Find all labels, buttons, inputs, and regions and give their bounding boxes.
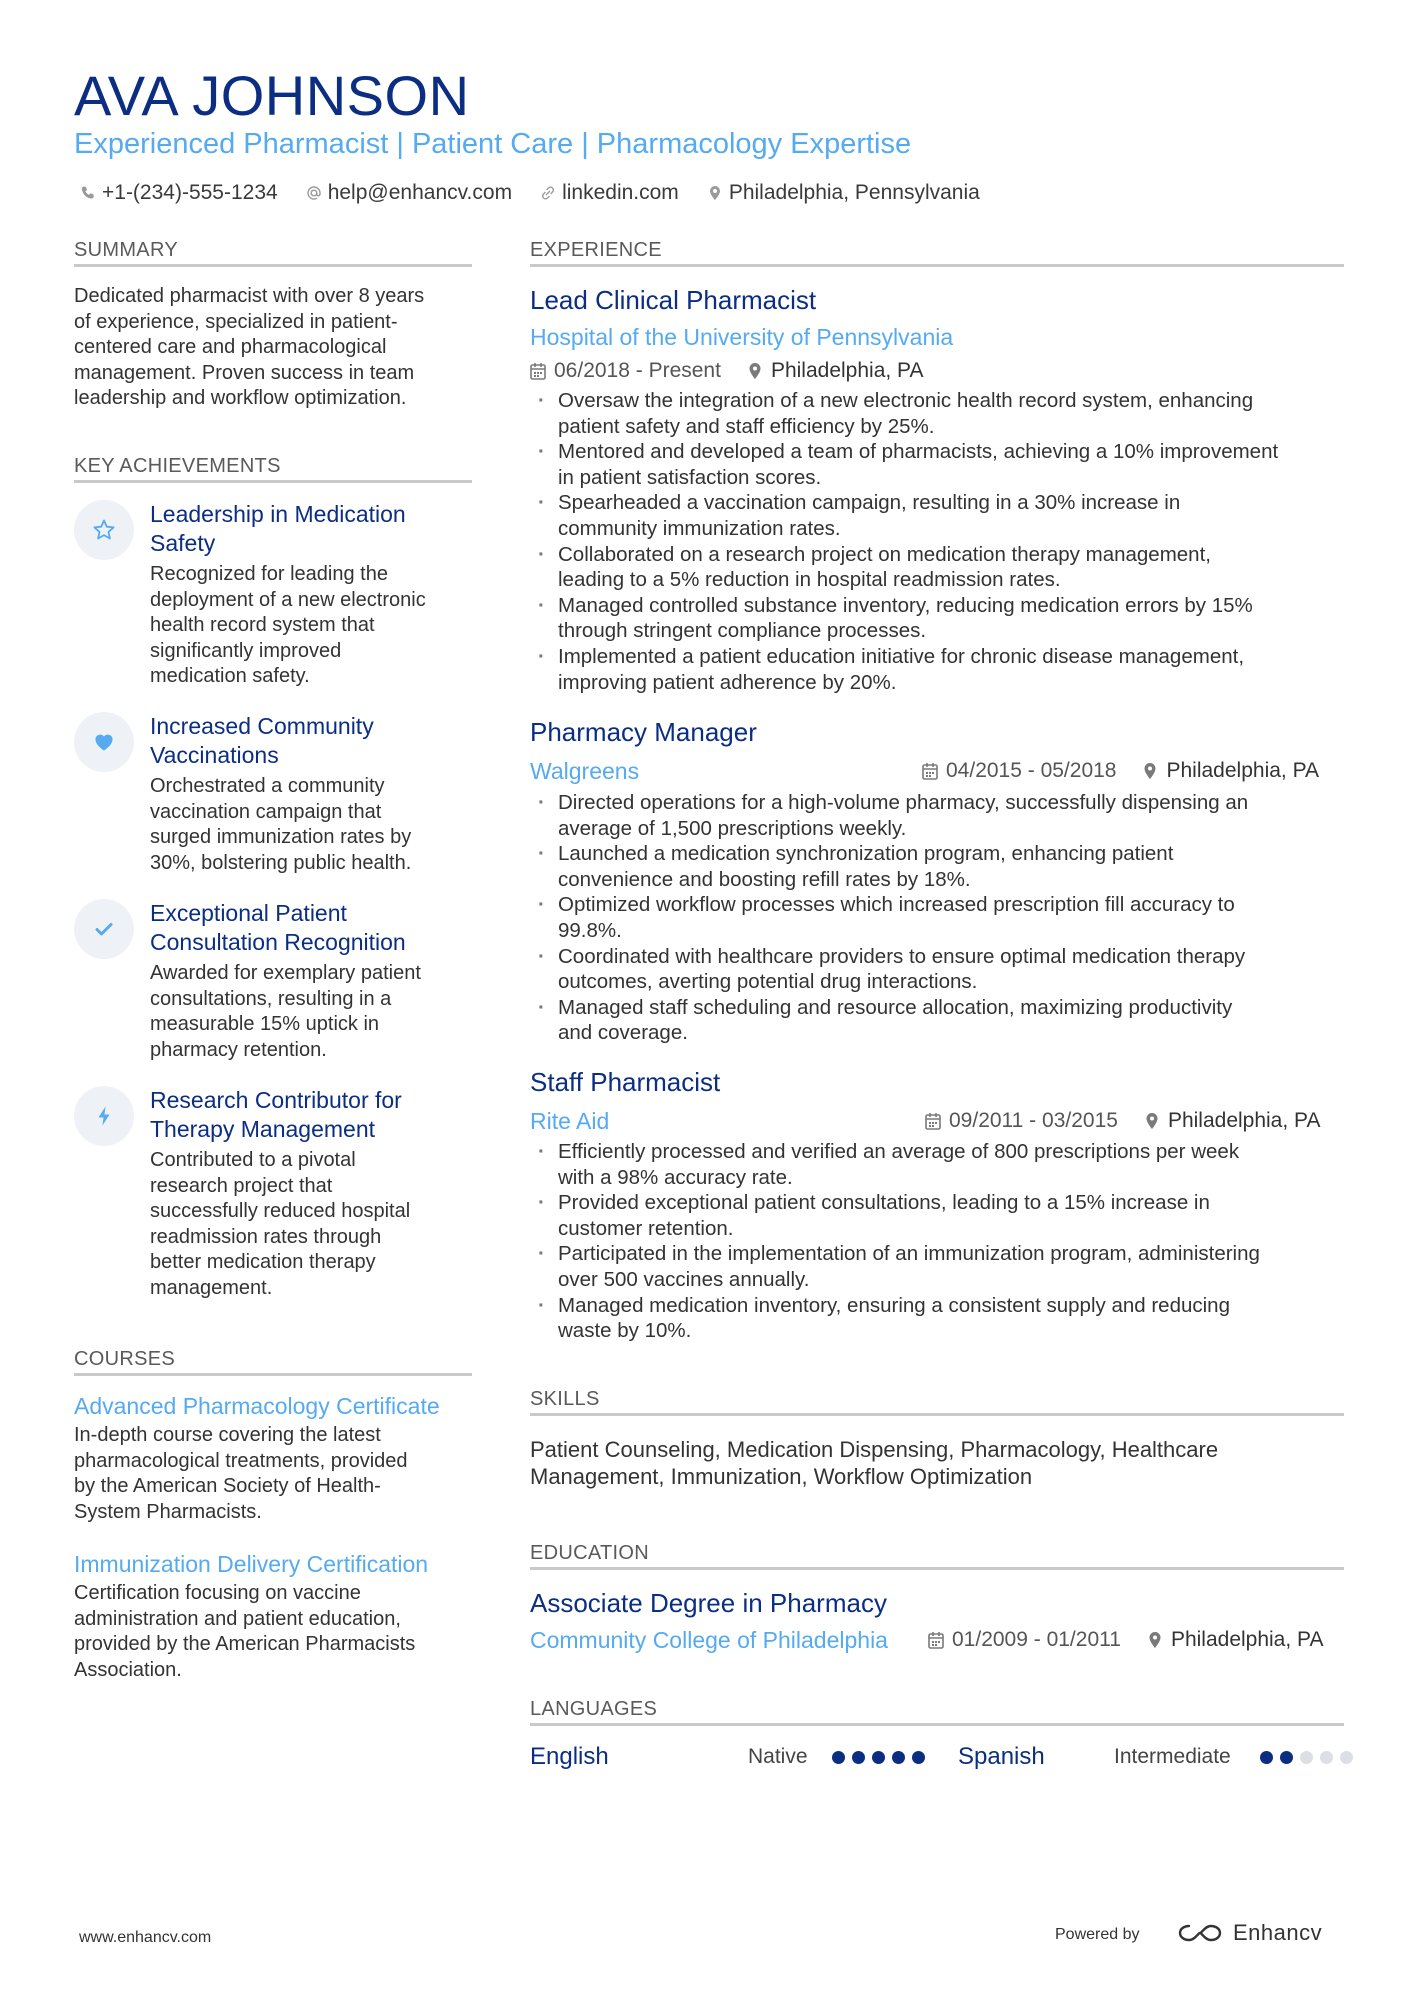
star-icon xyxy=(74,500,134,560)
proficiency-dot xyxy=(832,1751,845,1764)
achievements-divider xyxy=(74,480,472,483)
contact-location: Philadelphia, Pennsylvania xyxy=(707,181,980,205)
proficiency-dot xyxy=(892,1751,905,1764)
proficiency-dot xyxy=(1320,1751,1333,1764)
job-location: Philadelphia, PA xyxy=(747,357,924,385)
education-location: Philadelphia, PA xyxy=(1147,1626,1324,1654)
list-item: · Oversaw the integration of a new electronic health record system, enhancing patient safety and staff efficiency by 25%. xyxy=(530,388,1350,439)
list-item: · Participated in the implementation of an immunization program, administering over 500 vaccines annually. xyxy=(530,1241,1350,1292)
achievement-title: Research Contributor for Therapy Management xyxy=(150,1087,402,1142)
check-icon xyxy=(74,899,134,959)
list-item: · Collaborated on a research project on medication therapy management, leading to a 5% reduction in hospital readmission rates. xyxy=(530,542,1350,593)
list-item: · Coordinated with healthcare providers to ensure optimal medication therapy outcomes, averting potential drug interactions. xyxy=(530,944,1350,995)
contact-phone[interactable]: +1-(234)-555-1234 xyxy=(80,181,278,205)
list-item: · Implemented a patient education initiative for chronic disease management, improving patient adherence by 20%. xyxy=(530,644,1350,695)
proficiency-dot xyxy=(1340,1751,1353,1764)
education-heading: EDUCATION xyxy=(530,1542,649,1564)
experience-divider xyxy=(530,264,1344,267)
job-bullets xyxy=(530,1139,1350,1344)
achievement-item xyxy=(74,500,474,700)
list-item: · Provided exceptional patient consultations, leading to a 15% increase in customer retention. xyxy=(530,1190,1350,1241)
infinity-logo-icon xyxy=(1175,1918,1225,1948)
course-title: Advanced Pharmacology Certificate xyxy=(74,1393,440,1419)
location-pin-icon xyxy=(1144,1112,1160,1130)
courses-divider xyxy=(74,1373,472,1376)
calendar-icon xyxy=(922,762,938,780)
link-icon xyxy=(540,185,556,201)
school-name: Community College of Philadelphia xyxy=(530,1627,888,1653)
skills-list: Patient Counseling, Medication Dispensing, Pharmacology, Healthcare Management, Immunization, Workflow Optimization xyxy=(530,1437,1219,1489)
summary-heading: SUMMARY xyxy=(74,239,178,261)
company-name: Walgreens xyxy=(530,758,640,784)
achievement-description: Awarded for exemplary patient consultations, resulting in a measurable 15% uptick in pharmacy retention. xyxy=(150,962,421,1061)
proficiency-dot xyxy=(852,1751,865,1764)
proficiency-dot xyxy=(912,1751,925,1764)
location-pin-icon xyxy=(707,185,723,201)
job-meta xyxy=(530,357,924,385)
list-item: · Spearheaded a vaccination campaign, resulting in a 30% increase in community immunization rates. xyxy=(530,490,1350,541)
proficiency-dot xyxy=(1280,1751,1293,1764)
achievement-item xyxy=(74,1086,474,1316)
language-level: Intermediate xyxy=(1114,1745,1231,1768)
list-item: · Launched a medication synchronization program, enhancing patient convenience and boosting refill rates by 18%. xyxy=(530,841,1350,892)
experience-heading: EXPERIENCE xyxy=(530,239,662,261)
language-level: Native xyxy=(748,1745,808,1768)
list-item: · Efficiently processed and verified an average of 800 prescriptions per week with a 98% accuracy rate. xyxy=(530,1139,1350,1190)
calendar-icon xyxy=(928,1631,944,1649)
education-dates: 01/2009 - 01/2011 xyxy=(952,1628,1121,1651)
proficiency-dot xyxy=(1260,1751,1273,1764)
phone-icon xyxy=(80,185,96,201)
proficiency-dot xyxy=(872,1751,885,1764)
courses-heading: COURSES xyxy=(74,1348,176,1370)
list-item: · Managed medication inventory, ensuring a consistent supply and reducing waste by 10%. xyxy=(530,1293,1350,1344)
job-title: Pharmacy Manager xyxy=(530,717,757,747)
languages-divider xyxy=(530,1723,1344,1726)
summary-divider xyxy=(74,264,472,267)
achievement-item xyxy=(74,899,474,1069)
job-dates: 09/2011 - 03/2015 xyxy=(949,1109,1118,1132)
degree-title: Associate Degree in Pharmacy xyxy=(530,1588,887,1618)
achievement-title: Exceptional Patient Consultation Recognition xyxy=(150,900,406,955)
bolt-icon xyxy=(74,1086,134,1146)
languages-heading: LANGUAGES xyxy=(530,1698,658,1720)
skills-heading: SKILLS xyxy=(530,1388,600,1410)
language-proficiency xyxy=(1260,1751,1360,1764)
skills-divider xyxy=(530,1413,1344,1416)
achievement-description: Contributed to a pivotal research project that successfully reduced hospital readmission rates through better medication therapy management. xyxy=(150,1149,411,1299)
contact-email[interactable]: help@enhancv.com xyxy=(306,181,512,205)
heart-icon xyxy=(74,712,134,772)
language-name: Spanish xyxy=(958,1743,1045,1770)
language-name: English xyxy=(530,1743,609,1770)
candidate-name: AVA JOHNSON xyxy=(74,64,470,127)
list-item: · Managed staff scheduling and resource allocation, maximizing productivity and coverage. xyxy=(530,995,1350,1046)
education-meta xyxy=(928,1626,1324,1654)
candidate-subtitle: Experienced Pharmacist | Patient Care | Pharmacology Expertise xyxy=(74,128,912,160)
contact-linkedin[interactable]: linkedin.com xyxy=(540,181,679,205)
calendar-icon xyxy=(925,1112,941,1130)
job-bullets xyxy=(530,790,1350,1046)
job-title: Staff Pharmacist xyxy=(530,1067,721,1097)
enhancv-logo[interactable] xyxy=(1175,1918,1322,1948)
achievement-description: Recognized for leading the deployment of a new electronic health record system that significantly improved medication safety. xyxy=(150,563,426,688)
list-item: · Managed controlled substance inventory, reducing medication errors by 15% through stringent compliance processes. xyxy=(530,593,1350,644)
company-name: Rite Aid xyxy=(530,1108,610,1134)
location-pin-icon xyxy=(1142,762,1158,780)
job-location: Philadelphia, PA xyxy=(1144,1107,1321,1135)
education-divider xyxy=(530,1567,1344,1570)
list-item: · Mentored and developed a team of pharmacists, achieving a 10% improvement in patient satisfaction scores. xyxy=(530,439,1350,490)
job-dates: 06/2018 - Present xyxy=(554,359,721,382)
calendar-icon xyxy=(530,362,546,380)
language-item xyxy=(530,1741,930,1773)
achievement-description: Orchestrated a community vaccination campaign that surged immunization rates by 30%, bolstering public health. xyxy=(150,775,412,874)
proficiency-dot xyxy=(1300,1751,1313,1764)
footer-brand: Enhancv xyxy=(1233,1920,1323,1945)
achievements-heading: KEY ACHIEVEMENTS xyxy=(74,455,281,477)
job-location: Philadelphia, PA xyxy=(1142,757,1319,785)
list-item: · Directed operations for a high-volume pharmacy, successfully dispensing an average of 1,500 prescriptions weekly. xyxy=(530,790,1350,841)
job-meta xyxy=(922,757,1319,785)
list-item: · Optimized workflow processes which increased prescription fill accuracy to 99.8%. xyxy=(530,892,1350,943)
achievement-item xyxy=(74,712,474,882)
contact-bar xyxy=(80,178,1008,208)
course-description: In-depth course covering the latest pharmacological treatments, provided by the American Society of Health- System Pharmacists. xyxy=(74,1424,408,1523)
language-item xyxy=(958,1741,1358,1773)
course-title: Immunization Delivery Certification xyxy=(74,1551,429,1577)
achievement-title: Increased Community Vaccinations xyxy=(150,713,374,768)
footer-powered-by: Powered by xyxy=(1055,1926,1140,1943)
location-pin-icon xyxy=(1147,1631,1163,1649)
footer-website[interactable]: www.enhancv.com xyxy=(79,1929,212,1946)
job-meta xyxy=(925,1107,1321,1135)
company-name: Hospital of the University of Pennsylvania xyxy=(530,324,954,350)
summary-text: Dedicated pharmacist with over 8 years of experience, specialized in patient- centered care and pharmacological management. Proven success in team leadership and workflow optimization. xyxy=(74,285,425,410)
job-bullets xyxy=(530,388,1350,695)
course-description: Certification focusing on vaccine administration and patient education, provided by the American Pharmacists Association. xyxy=(74,1582,416,1681)
achievement-title: Leadership in Medication Safety xyxy=(150,501,406,556)
job-dates: 04/2015 - 05/2018 xyxy=(946,759,1117,782)
at-icon xyxy=(306,185,322,201)
location-pin-icon xyxy=(747,362,763,380)
language-proficiency xyxy=(832,1751,932,1764)
job-title: Lead Clinical Pharmacist xyxy=(530,285,817,315)
